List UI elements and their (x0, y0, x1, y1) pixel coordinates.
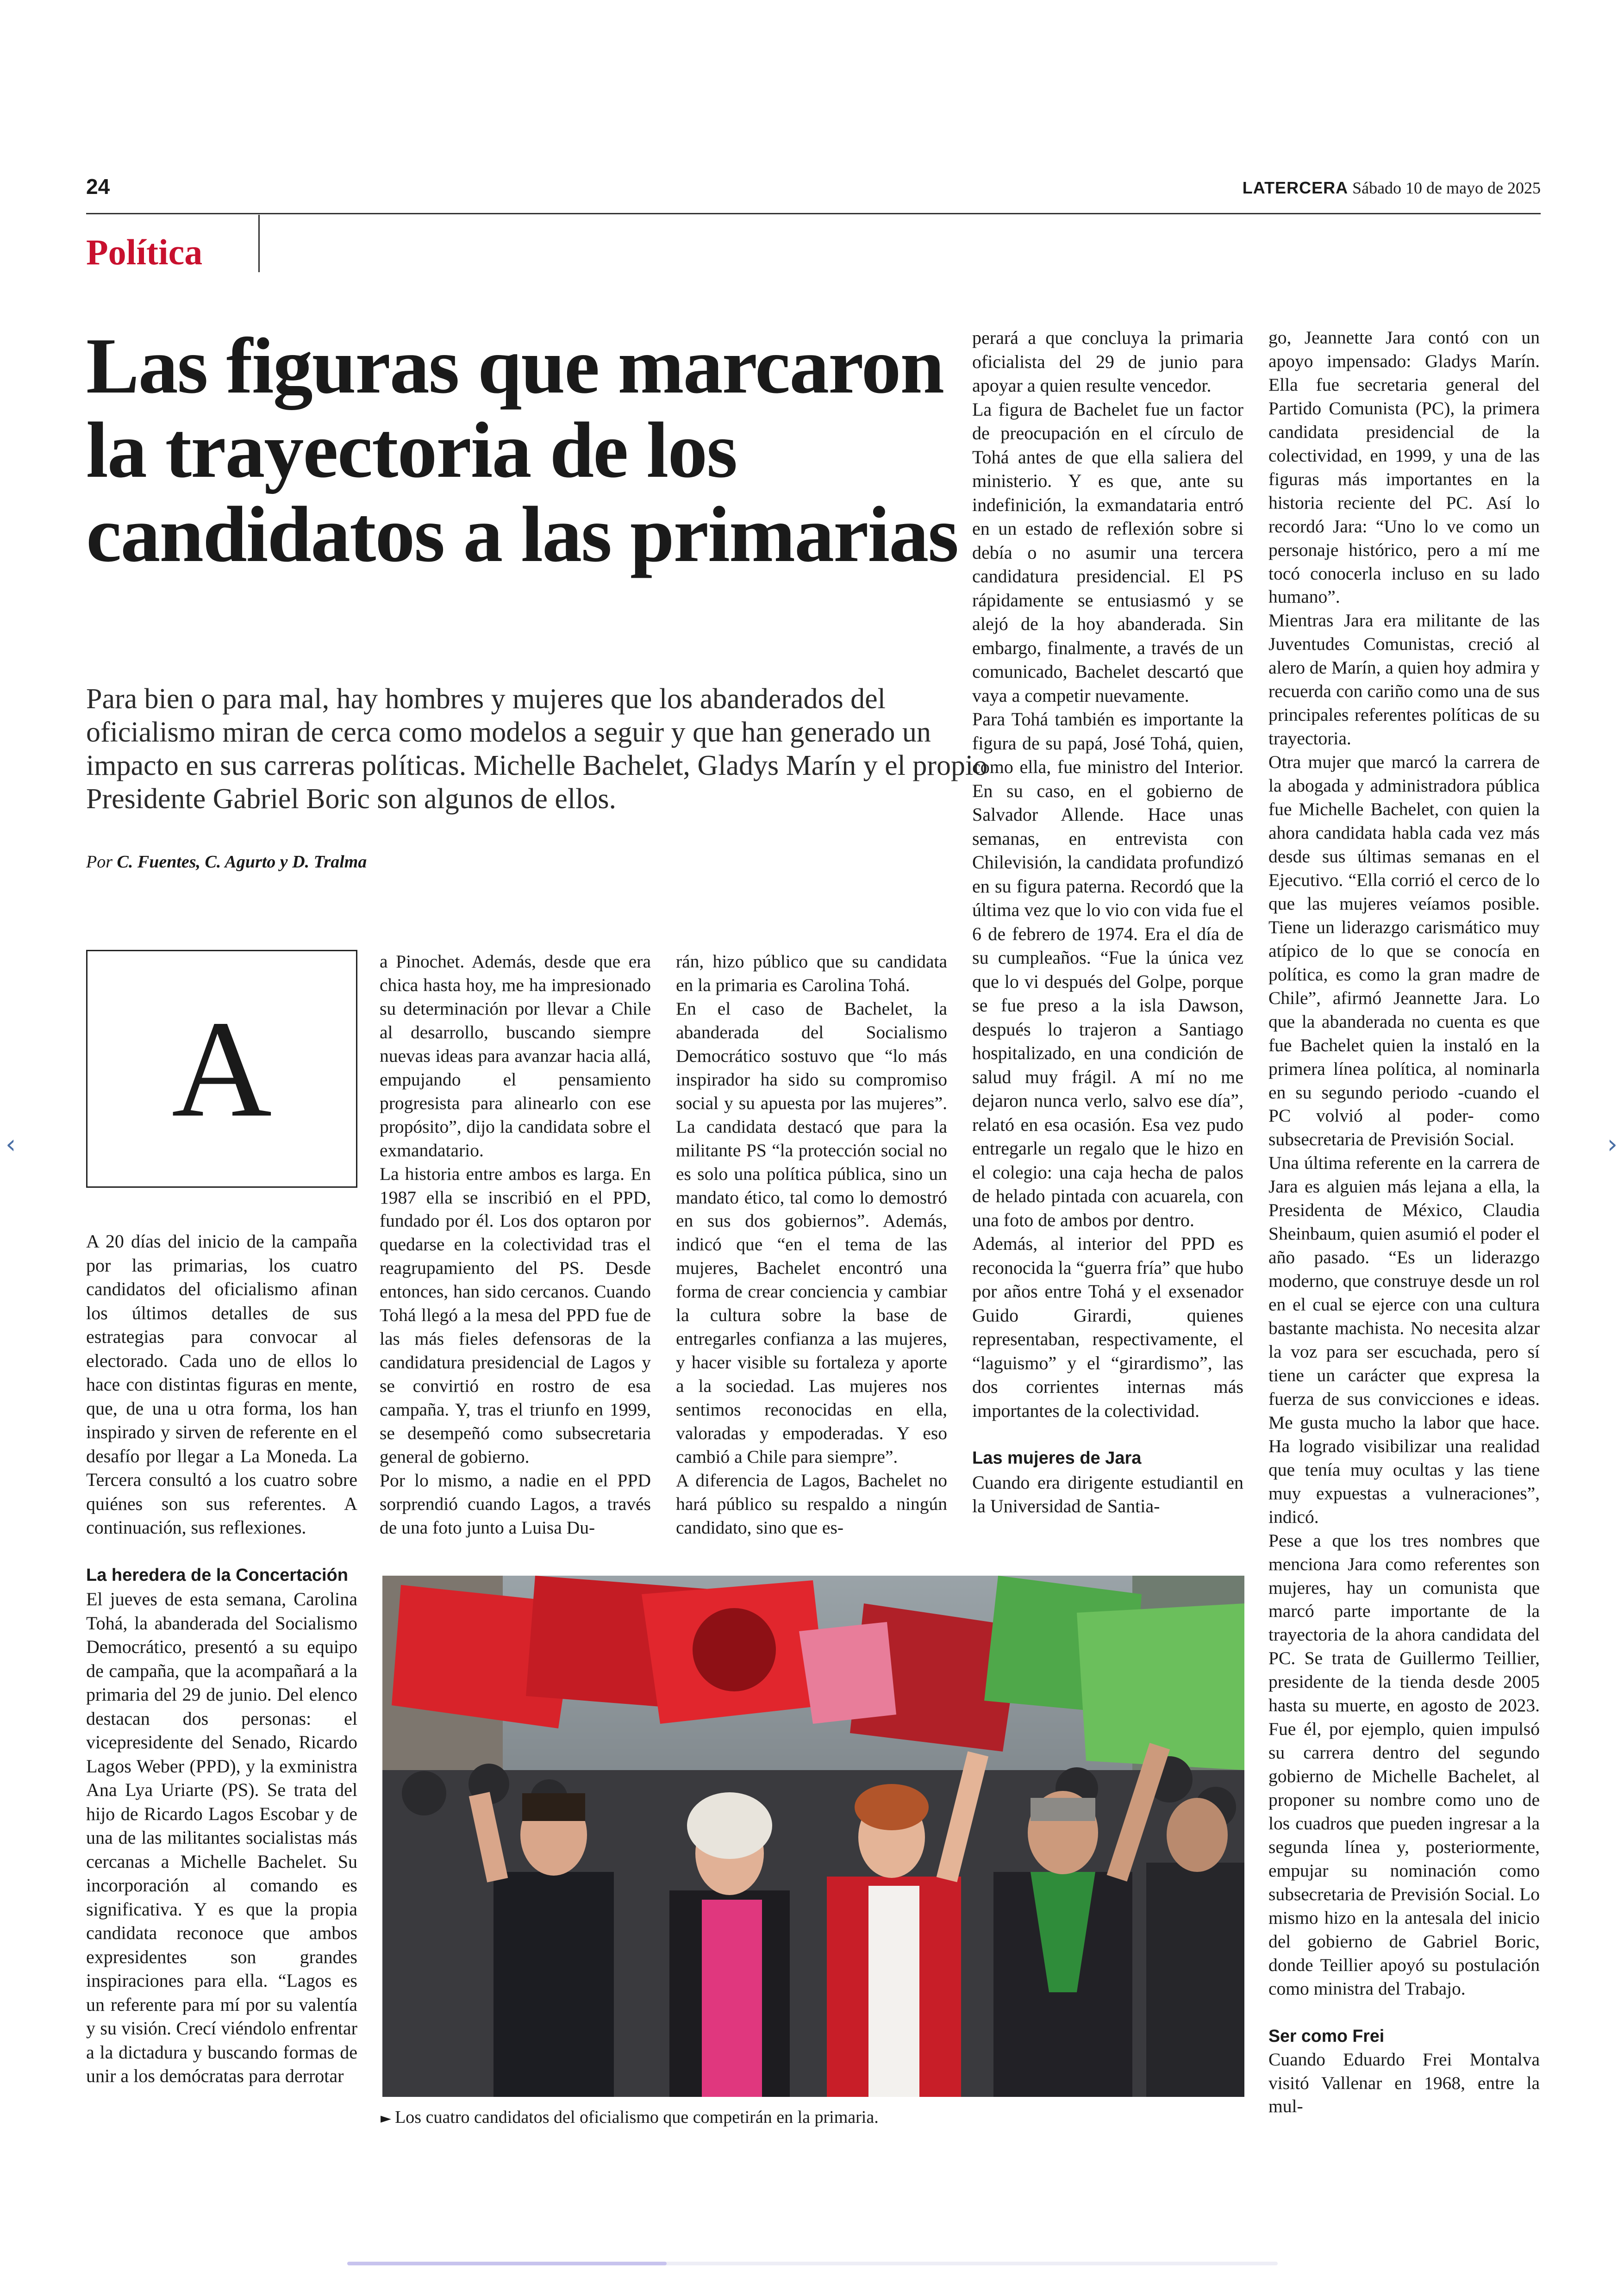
paragraph: A diferencia de Lagos, Bachelet no hará público su respaldo a ningún candidato, sino que es- (676, 1470, 947, 1538)
paragraph: La figura de Bachelet fue un factor de preocupación en el círculo de Tohá antes de que ella saliera del ministerio. Y es que, ante su indefinición, la exmandataria entró en un estado de reflexión sobre si debía o no asumir una tercera candidatura presidencial. El PS rápidamente se entusiasmó y se alejó de la hoy abanderada. Sin embargo, finalmente, a través de un comunicado, Bachelet descartó que vaya a competir nuevamente. (972, 399, 1243, 706)
paragraph: Otra mujer que marcó la carrera de la abogada y administradora pública fue Michelle Bachelet, con quien la ahora candidata habla cada vez más desde sus últimas semanas en el Ejecutivo. “Ella corrió el cerco de lo que las mujeres veíamos posible. Tiene un liderazgo carismático muy atípico de lo que se conocía en política, es como la gran madre de Chile”, afirmó Jeannette Jara. Lo que la abanderada no cuenta es que fue Bachelet quien la instaló en la primera línea política, al nominarla en su segundo periodo -cuando el PC volvió al poder- como subsecretaria de Previsión Social. (1268, 752, 1540, 1150)
page-scrollbar[interactable] (347, 2262, 1278, 2265)
chevron-right-icon[interactable]: › (1607, 1129, 1618, 1160)
paragraph: Una última referente en la carrera de Jara es alguien más lejana a ella, la Presidenta de México, Claudia Sheinbaum, quien asumió el poder el año pasado. “Es un liderazgo moderno, que construye desde un rol en el cual se ejerce con una cultura bastante machista. No necesita alzar la voz para ser escuchada, pero sí tiene un carácter que expresa la fuerza de sus convicciones e ideas. Me gusta mucho la labor que hace. Ha logrado visibilizar una realidad que tenía muy ocultas y las tiene muy expuestas a vulneraciones”, indicó. (1268, 1153, 1540, 1527)
paragraph: Cuando Eduardo Frei Montalva visitó Vallenar en 1968, entre la mul- (1268, 2049, 1540, 2117)
article-column-5 (1268, 326, 1540, 2127)
subheading: Ser como Frei (1268, 2026, 1385, 2046)
page-scrollbar-thumb[interactable] (347, 2262, 667, 2265)
chevron-left-icon[interactable]: ‹ (6, 1129, 16, 1160)
rally-photo-illustration (382, 1576, 1244, 2097)
byline-prefix: Por (86, 852, 112, 872)
masthead-brand: LATERCERA (1242, 178, 1349, 197)
paragraph: Mientras Jara era militante de las Juventudes Comunistas, creció al alero de Marín, a quien hoy admira y recuerda con cariño como una de sus principales referentes políticas de su trayectoria. (1268, 610, 1540, 749)
header-rule (86, 213, 1541, 214)
paragraph-gap (1268, 2001, 1540, 2024)
article-column-4 (972, 326, 1243, 1543)
paragraph-gap (86, 1540, 357, 1564)
masthead (1243, 178, 1541, 198)
paragraph: Además, al interior del PPD es reconocida la “guerra fría” que hubo por años entre Tohá y el exsenador Guido Girardi, quienes representaban, respectivamente, el “laguismo” y el “girardismo”, las dos corrientes internas más importantes de la colectividad. (972, 1233, 1243, 1421)
byline (86, 852, 367, 872)
photo-caption-text: Los cuatro candidatos del oficialismo que competirán en la primaria. (395, 2108, 879, 2127)
paragraph: perará a que concluya la primaria oficialista del 29 de junio para apoyar a quien resulte vencedor. (972, 327, 1243, 396)
caption-arrow-icon: ► (381, 2110, 392, 2127)
paragraph: La historia entre ambos es larga. En 1987 ella se inscribió en el PPD, fundado por él. Los dos optaron por quedarse en la colectividad tras el reagrupamiento del PS. Desde entonces, han sido cercanos. Cuando Tohá llegó a la mesa del PPD fue de las más fieles defensoras de la candidatura presidencial de Lagos y se convirtió en rostro de esa campaña. Y, tras el triunfo en 1999, se desempeñó como subsecretaria general de gobierno. (380, 1163, 651, 1467)
paragraph: go, Jeannette Jara contó con un apoyo impensado: Gladys Marín. Ella fue secretaria general del Partido Comunista (PC), la primera candidata presidencial de la colectividad, en 1999, y una de las figuras más importantes en la historia reciente del PC. Así lo recordó Jara: “Uno lo ve como un personaje histórico, pero a mí me tocó conocerla incluso en su lado humano”. (1268, 327, 1540, 607)
subheading: Las mujeres de Jara (972, 1448, 1142, 1468)
page-number: 24 (86, 175, 110, 199)
article-column-2 (380, 950, 651, 1543)
photo-caption (381, 2107, 879, 2127)
section-label: Política (86, 232, 203, 272)
article-column-3 (676, 950, 947, 1543)
paragraph-gap (972, 1422, 1243, 1447)
byline-authors: C. Fuentes, C. Agurto y D. Tralma (117, 852, 367, 872)
article-column-1 (86, 1229, 357, 2118)
section-divider (258, 215, 260, 272)
drop-cap: A (171, 992, 272, 1146)
drop-cap-box (86, 950, 357, 1188)
subheading: La heredera de la Concertación (86, 1565, 348, 1585)
paragraph: Cuando era dirigente estudiantil en la Universidad de Santia- (972, 1472, 1243, 1516)
paragraph: Para Tohá también es importante la figura de su papá, José Tohá, quien, como ella, fue ministro del Interior. En su caso, en el gobierno de Salvador Allende. Hace unas semanas, en entrevista con Chilevisión, la candidata profundizó en su figura paterna. Recordó que la última vez que lo vio con vida fue el 6 de febrero de 1974. Era el día de su cumpleaños. “Fue la única vez que lo vi después del Golpe, porque se fue preso a la isla Dawson, después lo trajeron a Santiago hospitalizado, en una condición de salud muy frágil. A mí no me dejaron nunca verlo, salvo ese día”, relató en esa ocasión. Esa vez pudo entregarle un regalo que le hizo en el colegio: una caja hecha de palos de helado pintada con acuarela, con una foto de ambos por dentro. (972, 709, 1243, 1230)
deck: Para bien o para mal, hay hombres y mujeres que los abanderados del oficialismo miran de cerca como modelos a seguir y que han generado un impacto en sus carreras políticas. Michelle Bachelet, Gladys Marín y el propio Presidente Gabriel Boric son algunos de ellos. (86, 683, 988, 815)
paragraph: Por lo mismo, a nadie en el PPD sorprendió cuando Lagos, a través de una foto junto a Luisa Du- (380, 1470, 651, 1538)
paragraph: El jueves de esta semana, Carolina Tohá, la abanderada del Socialismo Democrático, presentó a su equipo de campaña, que la acompañará a la primaria del 29 de junio. Del elenco destacan dos personas: el vicepresidente del Senado, Ricardo Lagos Weber (PPD), y la exministra Ana Lya Uriarte (PS). Se trata del hijo de Ricardo Lagos Escobar y de una de las militantes socialistas más cercanas a Michelle Bachelet. Su incorporación al comando es significativa. Y es que la propia candidata reconoce que ambos expresidentes son grandes inspiraciones para ella. “Lagos es un referente para mí por su valentía y su visión. Crecí viéndolo enfrentar a la dictadura y buscando formas de unir a los demócratas para derrotar (86, 1589, 357, 2086)
paragraph: En el caso de Bachelet, la abanderada del Socialismo Democrático sostuvo que “lo más inspirador ha sido su compromiso social y su apuesta por las mujeres”. La candidata destacó que para la militante PS “la protección social no es solo una política pública, sino un mandato ético, tal como lo demostró en sus dos gobiernos”. Además, indicó que “en el tema de las mujeres, Bachelet encontró una forma de crear conciencia y cambiar la cultura sobre la base de entregarles confianza a las mujeres, y hacer visible su fortaleza y aporte a la sociedad. Las mujeres nos sentimos reconocidas en ella, valoradas y empoderadas. Y eso cambió a Chile para siempre”. (676, 998, 947, 1467)
paragraph: A 20 días del inicio de la campaña por las primarias, los cuatro candidatos del oficialismo afinan los últimos detalles de sus estrategias para convocar al electorado. Cada uno de ellos lo hace con distintas figuras en mente, que, de una u otra forma, los han inspirado y sirven de referente en el desafío por llegar a La Moneda. La Tercera consultó a los cuatro sobre quiénes son sus referentes. A continuación, sus reflexiones. (86, 1231, 357, 1538)
paragraph: Pese a que los tres nombres que menciona Jara como referentes son mujeres, hay un comunista que marcó parte importante de la trayectoria de la ahora candidata del PC. Se trata de Guillermo Teillier, presidente de la tienda desde 2005 hasta su muerte, en agosto de 2023. Fue él, por ejemplo, quien impulsó su carrera dentro del segundo gobierno de Michelle Bachelet, al proponer su nombre como uno de los cuadros que pueden ingresar a la segunda línea y, posteriormente, empujar su nominación como subsecretaria de Previsión Social. Lo mismo hizo en la antesala del inicio del gobierno de Gabriel Boric, donde Teillier apoyó su postulación como ministra del Trabajo. (1268, 1530, 1540, 1999)
paragraph: a Pinochet. Además, desde que era chica hasta hoy, me ha impresionado su determinación por llevar a Chile al desarrollo, buscando siempre nuevas ideas para avanzar hacia allá, empujando el pensamiento progresista para alinearlo con ese propósito”, dijo la candidata sobre el exmandatario. (380, 951, 651, 1160)
headline: Las figuras que marcaron la trayectoria de los candidatos a las primarias (86, 322, 958, 579)
article-photo (382, 1576, 1244, 2097)
paragraph: rán, hizo público que su candidata en la primaria es Carolina Tohá. (676, 951, 947, 995)
masthead-date: Sábado 10 de mayo de 2025 (1352, 179, 1541, 197)
